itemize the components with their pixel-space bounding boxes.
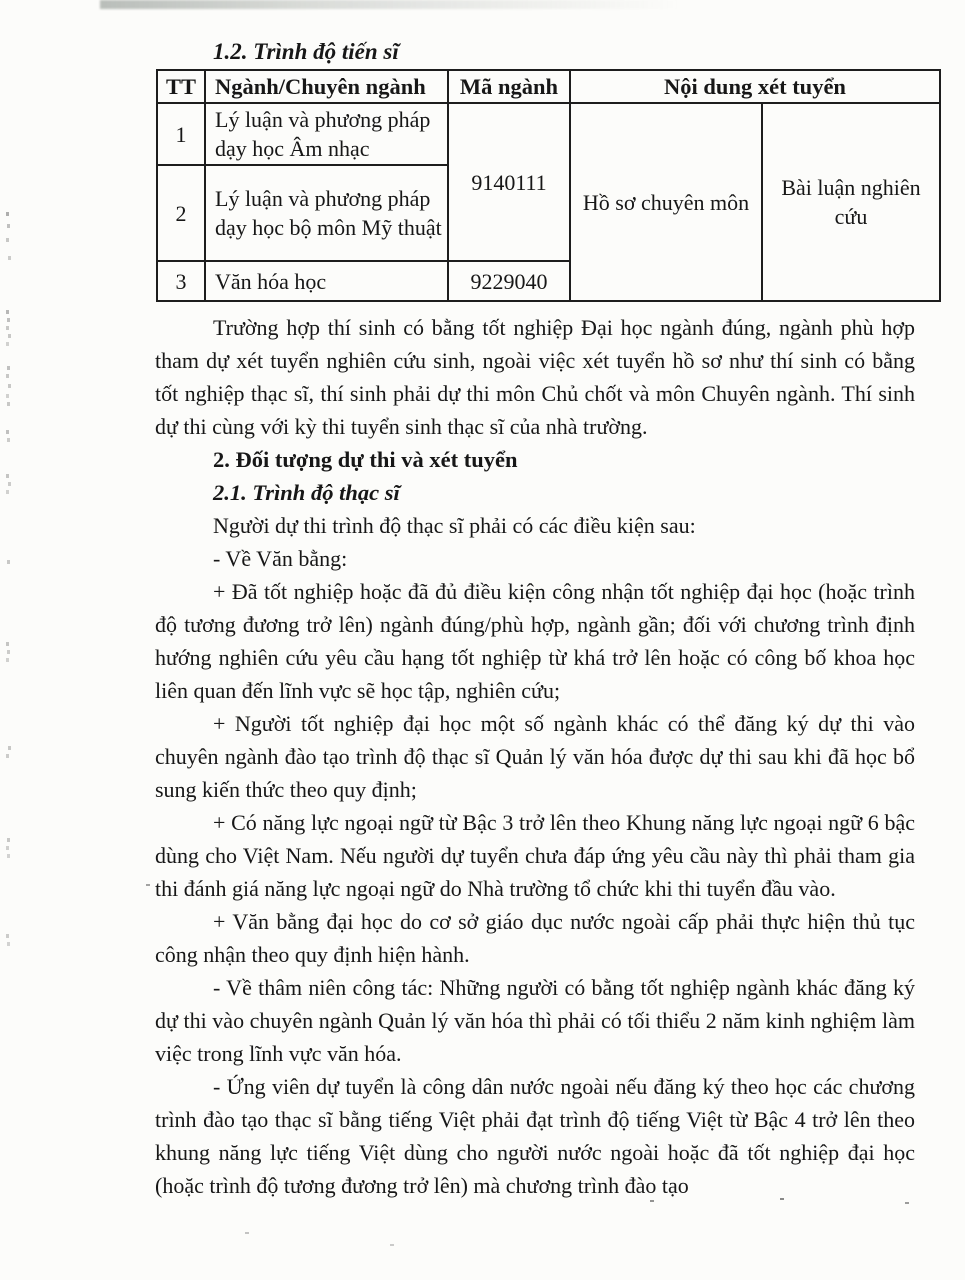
paragraph-nganh-khac-requirement: + Người tốt nghiệp đại học một số ngành khác có thể đăng ký dự thi vào chuyên ngành đào tạo trình độ thạc sĩ Quản lý văn hóa được dự thi sau khi đã học bổ sung kiến thức theo quy định; xyxy=(155,711,915,802)
paragraph-tham-nien-cong-tac: - Về thâm niên công tác: Những người có bằng tốt nghiệp ngành khác đăng ký dự thi vào chuyên ngành Quản lý văn hóa thì phải có tối thiểu 2 năm kinh nghiệm làm việc trong lĩnh vực văn hóa. xyxy=(155,975,915,1066)
paragraph-ve-van-bang: - Về Văn bằng: xyxy=(213,546,348,571)
paragraph-after-table: Trường hợp thí sinh có bằng tốt nghiệp Đại học ngành đúng, ngành phù hợp tham dự xét tuyển nghiên cứu sinh, ngoài việc xét tuyển hồ sơ như thí sinh có bằng tốt nghiệp thạc sĩ, thí sinh phải dự thi môn Chủ chốt và môn Chuyên ngành. Thí sinh dự thi cùng với kỳ thi tuyển sinh thạc sĩ của nhà trường. xyxy=(155,315,915,439)
column-header-nganh: Ngành/Chuyên ngành xyxy=(205,70,448,103)
cell-ma-nganh-merged: 9140111 xyxy=(448,103,570,261)
cell-ma-nganh-3: 9229040 xyxy=(448,261,570,301)
table-header-row xyxy=(157,70,940,103)
cell-noi-dung-bai-luan: Bài luận nghiên cứu xyxy=(762,103,940,301)
cell-nganh-3: Văn hóa học xyxy=(205,261,448,301)
heading-2: 2. Đối tượng dự thi và xét tuyển xyxy=(213,447,518,472)
table-row xyxy=(157,103,940,165)
column-header-noi-dung-xet-tuyen: Nội dung xét tuyển xyxy=(570,70,940,103)
paragraph-conditions-intro: Người dự thi trình độ thạc sĩ phải có các điều kiện sau: xyxy=(213,513,696,538)
section-heading-1-2: 1.2. Trình độ tiến sĩ xyxy=(213,39,399,64)
scan-noise-left-margin xyxy=(6,212,9,216)
paragraph-ngoai-ngu-requirement: + Có năng lực ngoại ngữ từ Bậc 3 trở lên theo Khung năng lực ngoại ngữ 6 bậc dùng cho Việt Nam. Nếu người dự tuyển chưa đáp ứng yêu cầu này thì phải tham gia thi đánh giá năng lực ngoại ngữ do Nhà trường tổ chức khi thi tuyển đầu vào. xyxy=(155,810,915,901)
scan-noise-specks xyxy=(146,884,150,886)
paragraph-van-bang-nuoc-ngoai: + Văn bằng đại học do cơ sở giáo dục nước ngoài cấp phải thực hiện thủ tục công nhận theo quy định hiện hành. xyxy=(155,909,915,967)
paragraph-tot-nghiep-requirement: + Đã tốt nghiệp hoặc đã đủ điều kiện công nhận tốt nghiệp đại học (hoặc trình độ tương đương trở lên) ngành đúng/phù hợp, ngành gần; đối với chương trình định hướng nghiên cứu yêu cầu hạng tốt nghiệp từ khá trở lên hoặc có công bố khoa học liên quan đến lĩnh vực sẽ học tập, nghiên cứu; xyxy=(155,579,915,703)
doctoral-admission-table xyxy=(156,69,941,302)
paragraph-ung-vien-nuoc-ngoai: - Ứng viên dự tuyển là công dân nước ngoài nếu đăng ký theo học các chương trình đào tạo thạc sĩ bằng tiếng Việt phải đạt trình độ tiếng Việt từ Bậc 4 trở lên theo khung năng lực tiếng Việt dùng cho người nước ngoài hoặc đã tốt nghiệp đại học (hoặc trình độ tương đương trở lên) mà chương trình đào tạo xyxy=(155,1074,915,1198)
cell-tt-3: 3 xyxy=(157,261,205,301)
document-content xyxy=(155,38,921,1202)
scan-noise-top-edge xyxy=(100,0,680,9)
cell-tt-2: 2 xyxy=(157,165,205,261)
column-header-tt: TT xyxy=(157,70,205,103)
cell-noi-dung-ho-so: Hồ sơ chuyên môn xyxy=(570,103,762,301)
heading-2-1: 2.1. Trình độ thạc sĩ xyxy=(213,480,400,505)
cell-nganh-2: Lý luận và phương pháp dạy học bộ môn Mỹ thuật xyxy=(205,165,448,261)
cell-nganh-1: Lý luận và phương pháp dạy học Âm nhạc xyxy=(205,103,448,165)
cell-tt-1: 1 xyxy=(157,103,205,165)
column-header-ma-nganh: Mã ngành xyxy=(448,70,570,103)
